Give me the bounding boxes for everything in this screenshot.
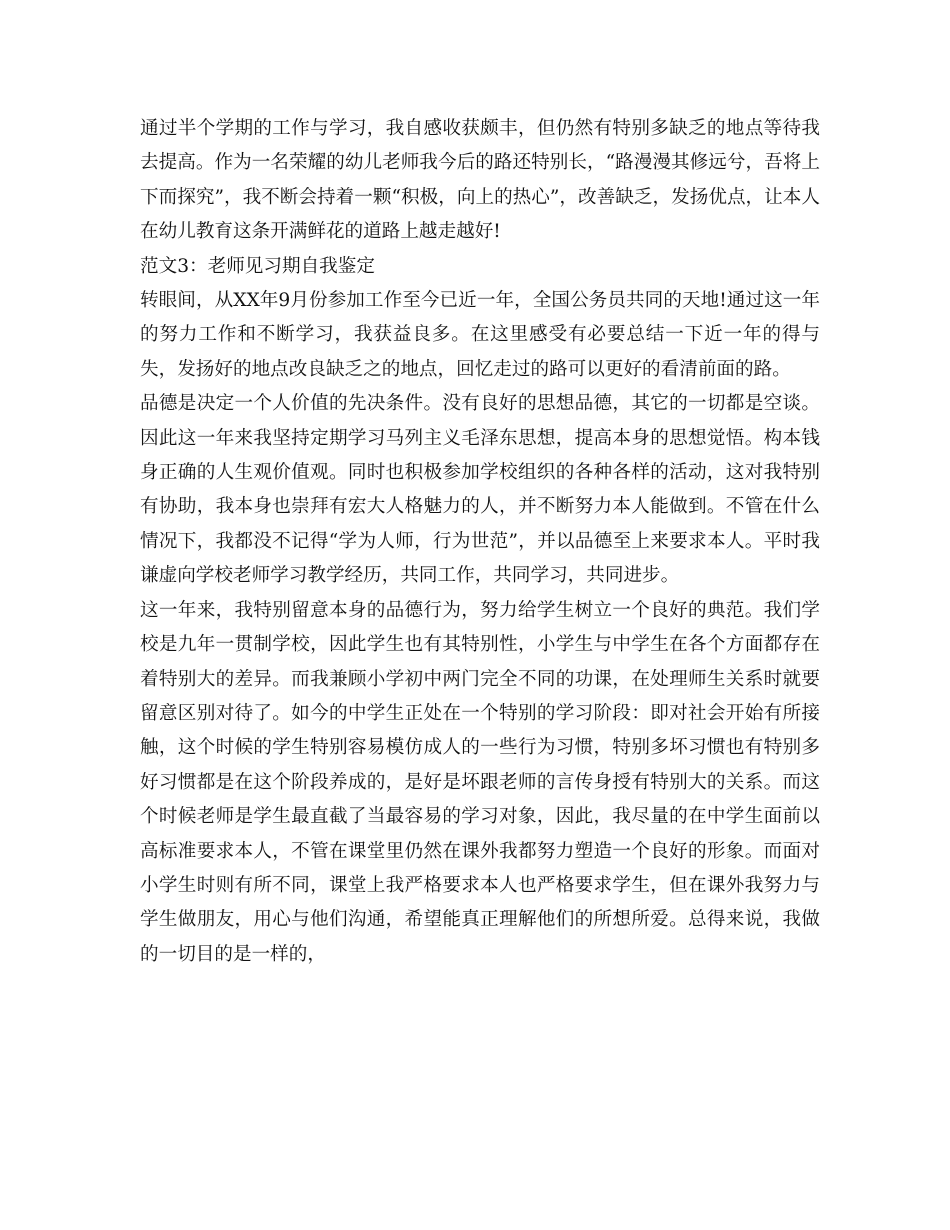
paragraph-3: 品德是决定一个人价值的先决条件。没有良好的思想品德，其它的一切都是空谈。因此这一年来我坚持定期学习马列主义毛泽东思想，提高本身的思想觉悟。构本钱身正确的人生观价值观。同时也积极参加学校组织的各种各样的活动，这对我特别有协助，我本身也崇拜有宏大人格魅力的人，并不断努力本人能做到。不管在什么情况下，我都没不记得“学为人师，行为世范”，并以品德至上来要求本人。平时我谦虚向学校老师学习教学经历，共同工作，共同学习，共同进步。 bbox=[140, 393, 820, 587]
paragraph-1: 通过半个学期的工作与学习，我自感收获颇丰，但仍然有特别多缺乏的地点等待我去提高。作为一名荣耀的幼儿老师我今后的路还特别长，“路漫漫其修远兮，吾将上下而探究”，我不断会持着一颗“积极，向上的热心”，改善缺乏，发扬优点，让本人在幼儿教育这条开满鲜花的道路上越走越好! bbox=[140, 118, 820, 243]
document-body bbox=[140, 112, 820, 972]
paragraph-4: 这一年来，我特别留意本身的品德行为，努力给学生树立一个良好的典范。我们学校是九年一贯制学校，因此学生也有其特别性，小学生与中学生在各个方面都存在着特别大的差异。而我兼顾小学初中两门完全不同的功课，在处理师生关系时就要留意区别对待了。如今的中学生正处在一个特别的学习阶段：即对社会开始有所接触，这个时候的学生特别容易模仿成人的一些行为习惯，特别多坏习惯也有特别多好习惯都是在这个阶段养成的，是好是坏跟老师的言传身授有特别大的关系。而这个时候老师是学生最直截了当最容易的学习对象，因此，我尽量的在中学生面前以高标准要求本人，不管在课堂里仍然在课外我都努力塑造一个良好的形象。而面对小学生时则有所不同，课堂上我严格要求本人也严格要求学生，但在课外我努力与学生做朋友，用心与他们沟通，希望能真正理解他们的所想所爱。总得来说，我做的一切目的是一样的， bbox=[140, 599, 820, 965]
paragraph-2: 转眼间，从XX年9月份参加工作至今已近一年，全国公务员共同的天地!通过这一年的努力工作和不断学习，我获益良多。在这里感受有必要总结一下近一年的得与失，发扬好的地点改良缺乏之的地点，回忆走过的路可以更好的看清前面的路。 bbox=[140, 290, 820, 380]
section-heading: 范文3：老师见习期自我鉴定 bbox=[140, 255, 375, 277]
